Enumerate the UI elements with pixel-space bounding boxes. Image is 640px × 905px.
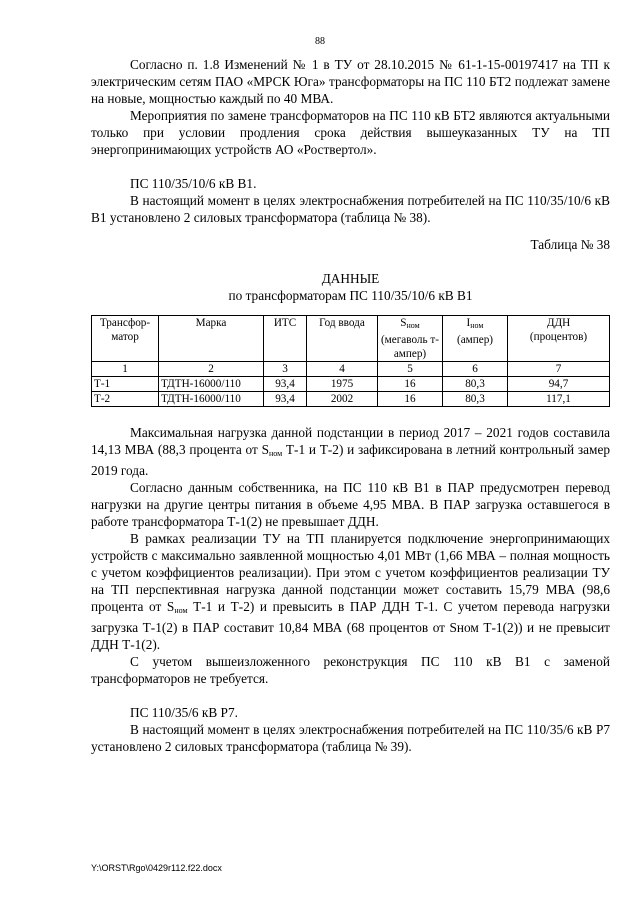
cell-transformer: Т-2: [92, 392, 159, 407]
paragraph-conclusion: С учетом вышеизложенного реконструкция ПС 110 кВ В1 с заменой трансформаторов не требуется.: [91, 654, 610, 686]
column-number: 7: [508, 362, 610, 377]
table-row: [92, 392, 610, 407]
transformer-table: [91, 315, 610, 407]
paragraph-tu-amendment: Согласно п. 1.8 Изменений № 1 в ТУ от 28.10.2015 № 61-1-15-00197417 на ТП к электрическим сетям ПАО «МРСК Юга» трансформаторы на ПС 110 БТ2 подлежат замене на новые, мощностью каждый по 40 МВА.: [91, 57, 610, 106]
column-number: 4: [307, 362, 378, 377]
paragraph-owner-data: Согласно данным собственника, на ПС 110 кВ В1 в ПАР предусмотрен перевод нагрузки на другие центры питания в объеме 4,95 МВА. В ПАР загрузка оставшегося в работе трансформатора Т-1(2) не превышает ДДН.: [91, 480, 610, 529]
footer-file-path: Y:\ORST\Rgo\0429r112.f22.docx: [91, 863, 222, 873]
document-body: [91, 56, 610, 755]
column-number: 1: [92, 362, 159, 377]
cell-brand: ТДТН-16000/110: [159, 392, 264, 407]
cell-year: 1975: [307, 377, 378, 392]
paragraph-tu-connection: В рамках реализации ТУ на ТП планируется подключение энергопринимающих устройств с максимально заявленной мощностью 4,01 МВт (1,66 МВА – полная мощность с учетом коэффициентов реализации). При этом с учетом коэффициентов реализации ТУ на ТП перспективная нагрузка данной подстанции может составить 15,79 МВА (98,6 процента от $S_{ном}$ Т-1 и Т-2) и превысить в ПАР ДДН Т-1. С учетом перевода нагрузки загрузка Т-1(2) в ПАР составит 10,84 МВА (68 процентов от Sном Т-1(2)) и не превысит ДДН Т-1(2).: [91, 531, 610, 652]
header-year: Год ввода: [307, 316, 378, 362]
cell-ddn: 94,7: [508, 377, 610, 392]
cell-year: 2002: [307, 392, 378, 407]
header-ddn: ДДН (процентов): [508, 316, 610, 362]
column-number: 3: [264, 362, 307, 377]
table-title: ДАННЫЕ: [321, 271, 380, 286]
cell-snom: 16: [378, 377, 443, 392]
cell-ddn: 117,1: [508, 392, 610, 407]
header-inom: $I_{ном}$ (ампер): [443, 316, 508, 362]
paragraph-max-load: Максимальная нагрузка данной подстанции в период 2017 – 2021 годов составила 14,13 МВА (88,3 процента от $S_{ном}$ Т-1 и Т-2) и зафиксирована в летний контрольный замер 2019 года.: [91, 425, 610, 478]
header-snom: $S_{ном}$ (мегаволь т-ампер): [378, 316, 443, 362]
header-transformer: Трансфор-матор: [92, 316, 159, 362]
column-number-row: [92, 362, 610, 377]
section-heading-r7: ПС 110/35/6 кВ Р7.: [130, 705, 238, 720]
column-number: 5: [378, 362, 443, 377]
page-number: 88: [315, 36, 325, 47]
cell-its: 93,4: [264, 392, 307, 407]
header-its: ИТС: [264, 316, 307, 362]
table-row: [92, 377, 610, 392]
paragraph-r7-intro: В настоящий момент в целях электроснабжения потребителей на ПС 110/35/6 кВ Р7 установлено 2 силовых трансформатора (таблица № 39).: [91, 722, 610, 754]
cell-inom: 80,3: [443, 377, 508, 392]
paragraph-replacement-measures: Мероприятия по замене трансформаторов на ПС 110 кВ БТ2 являются актуальными только при условии продления срока действия вышеуказанных ТУ на ТП энергопринимающих устройств АО «Роствертол».: [91, 108, 610, 157]
column-number: 2: [159, 362, 264, 377]
cell-inom: 80,3: [443, 392, 508, 407]
table-label: Таблица № 38: [530, 237, 610, 252]
table-subtitle: по трансформаторам ПС 110/35/10/6 кВ В1: [228, 288, 473, 303]
cell-snom: 16: [378, 392, 443, 407]
paragraph-v1-intro: В настоящий момент в целях электроснабжения потребителей на ПС 110/35/10/6 кВ В1 установлено 2 силовых трансформатора (таблица № 38).: [91, 193, 610, 225]
cell-brand: ТДТН-16000/110: [159, 377, 264, 392]
header-brand: Марка: [159, 316, 264, 362]
section-heading-v1: ПС 110/35/10/6 кВ В1.: [130, 176, 257, 191]
table-header-row: [92, 316, 610, 362]
cell-its: 93,4: [264, 377, 307, 392]
cell-transformer: Т-1: [92, 377, 159, 392]
column-number: 6: [443, 362, 508, 377]
